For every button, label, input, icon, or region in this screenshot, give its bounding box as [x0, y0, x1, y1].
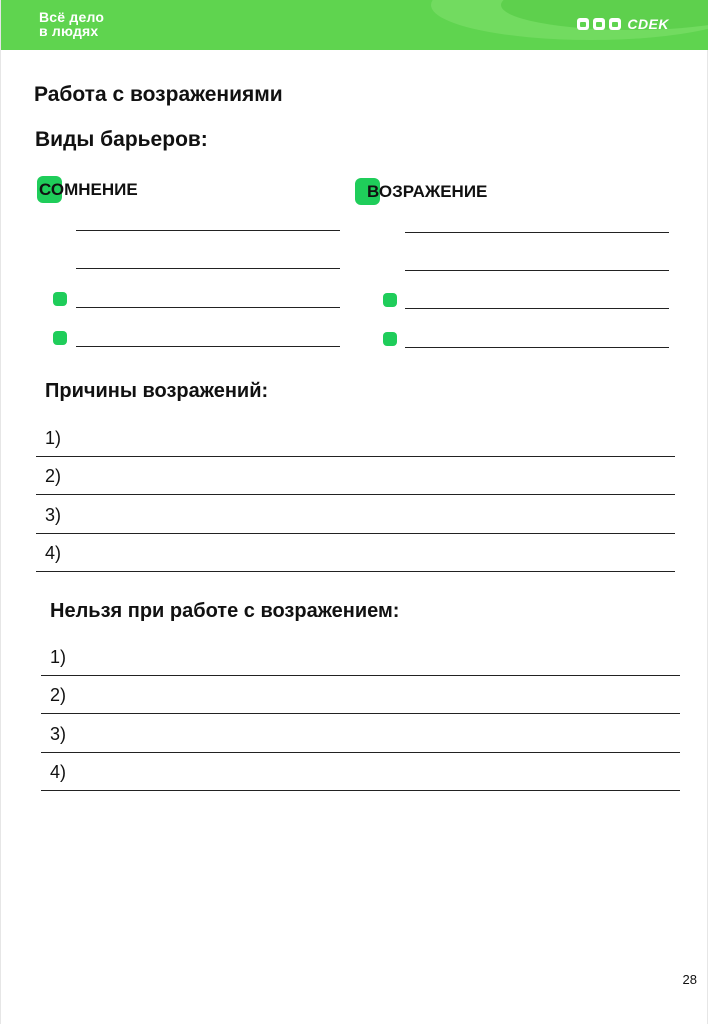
bullet-marker — [383, 293, 397, 307]
bullet-marker — [53, 331, 67, 345]
reason-row-3[interactable]: 3) — [36, 496, 675, 534]
doubt-blank-line[interactable] — [76, 307, 340, 308]
barriers-heading: Виды барьеров: — [35, 128, 208, 151]
page-title: Работа с возражениями — [34, 83, 283, 106]
objection-blank-line[interactable] — [405, 270, 669, 271]
doubt-blank-line[interactable] — [76, 268, 340, 269]
bullet-marker — [53, 292, 67, 306]
reason-row-2[interactable]: 2) — [36, 457, 675, 495]
slogan — [39, 10, 104, 38]
page-number: 28 — [682, 972, 697, 987]
doubt-blank-line[interactable] — [76, 346, 340, 347]
forbidden-row-2[interactable]: 2) — [41, 676, 680, 714]
brand-logo: CDEK — [627, 16, 669, 32]
reason-row-1[interactable]: 1) — [36, 419, 675, 457]
objection-label: ВОЗРАЖЕНИЕ — [367, 182, 487, 202]
chat-icon — [609, 18, 621, 30]
brand-block — [577, 16, 669, 32]
forbidden-row-4[interactable]: 4) — [41, 753, 680, 791]
forbidden-row-1[interactable]: 1) — [41, 638, 680, 676]
doubt-blank-line[interactable] — [76, 230, 340, 231]
cube-icon — [593, 18, 605, 30]
slogan-line-2: в людях — [39, 23, 99, 39]
objection-blank-line[interactable] — [405, 347, 669, 348]
bullet-marker — [383, 332, 397, 346]
doubt-label: СОМНЕНИЕ — [39, 180, 138, 200]
reason-row-4[interactable]: 4) — [36, 534, 675, 572]
objection-blank-line[interactable] — [405, 308, 669, 309]
header-banner — [1, 0, 708, 50]
reasons-heading: Причины возражений: — [45, 380, 269, 402]
forbidden-row-3[interactable]: 3) — [41, 715, 680, 753]
forbidden-heading: Нельзя при работе с возражением: — [50, 600, 400, 622]
heart-icon — [577, 18, 589, 30]
objection-blank-line[interactable] — [405, 232, 669, 233]
slogan-line-1: Всё дело — [39, 9, 105, 25]
